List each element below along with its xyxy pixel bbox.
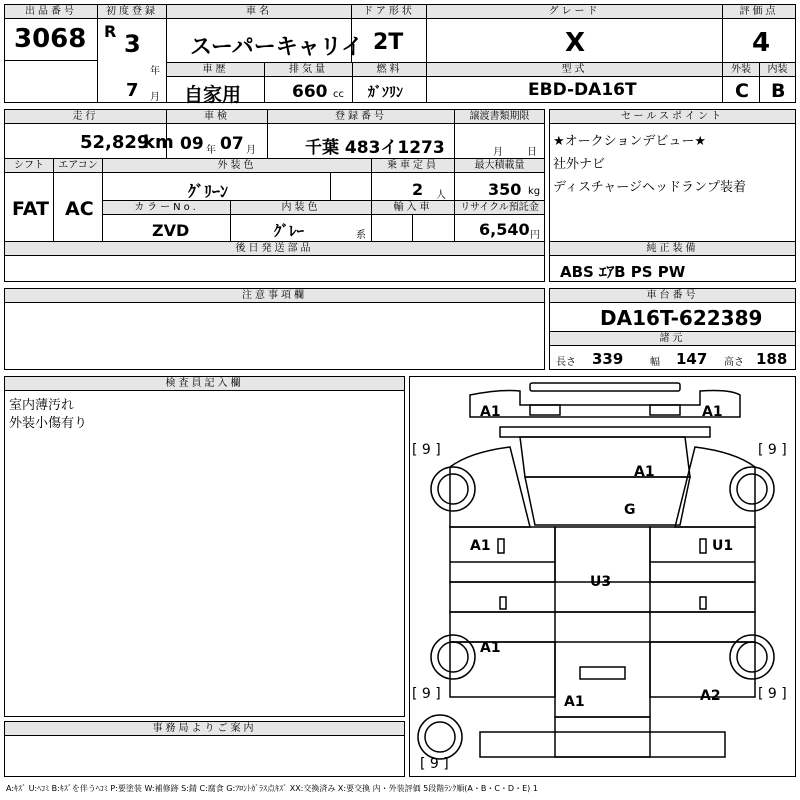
mark-bed: U3 — [590, 574, 612, 590]
mark-left-door: A1 — [470, 538, 491, 554]
month-unit: 月 — [150, 92, 160, 103]
sales-line-3: ディスチャージヘッドランプ装着 — [553, 180, 747, 195]
sales-label: セールスポイント — [550, 110, 795, 124]
tire-spare: [ 9 ] — [420, 756, 449, 772]
int-label: 内装 — [760, 63, 795, 77]
width-label: 幅 — [650, 357, 660, 368]
height: 188 — [756, 350, 788, 368]
mileage: 52,829 — [80, 132, 150, 153]
sales-line-1: ★オークションデビュー★ — [553, 134, 707, 149]
shift-label: シフト — [5, 159, 53, 173]
insp-month-unit: 月 — [246, 145, 256, 156]
shift: FAT — [12, 198, 49, 220]
history: 自家用 — [184, 84, 242, 106]
grade: X — [565, 28, 586, 58]
int-color: ｸﾞﾚｰ — [274, 222, 305, 240]
inspector-line-1: 室内薄汚れ — [9, 398, 75, 413]
tire-front-right: [ 9 ] — [758, 442, 787, 458]
mark-front-left: A1 — [480, 404, 501, 420]
tire-rear-left: [ 9 ] — [412, 686, 441, 702]
length-label: 長さ — [556, 357, 576, 368]
car-name: スーパーキャリイ — [190, 35, 364, 60]
reg-month: 7 — [126, 80, 139, 101]
width: 147 — [676, 350, 708, 368]
sales-line-2: 社外ナビ — [553, 157, 606, 172]
car-name-label: 車名 — [167, 5, 351, 19]
equip-label: 純正装備 — [550, 242, 795, 256]
transfer-label: 譲渡書類期限 — [455, 110, 544, 124]
inspection-label: 車検 — [167, 110, 267, 124]
mark-right-door: U1 — [712, 538, 734, 554]
notes-label: 注意事項欄 — [5, 289, 544, 303]
height-label: 高さ — [724, 357, 744, 368]
int-color-unit: 系 — [356, 230, 366, 241]
model-label: 型式 — [427, 63, 722, 77]
era: R — [104, 22, 117, 41]
int-color-label: 内装色 — [231, 201, 371, 215]
tire-rear-right: [ 9 ] — [758, 686, 787, 702]
capacity-label: 乗車定員 — [372, 159, 454, 173]
ext-color: ｸﾞﾘｰﾝ — [188, 182, 229, 201]
mileage-label: 走行 — [5, 110, 166, 124]
capacity-unit: 人 — [436, 190, 446, 201]
color-no-label: カラーNo. — [103, 201, 230, 215]
reg-no: 千葉 483イ1273 — [305, 138, 445, 158]
office-label: 事務局よりご案内 — [5, 722, 404, 736]
ext-color-label: 外装色 — [103, 159, 371, 173]
color-no: ZVD — [152, 221, 190, 240]
dims-label: 諸元 — [550, 331, 795, 346]
mileage-unit: km — [143, 132, 174, 153]
score: 4 — [752, 28, 771, 58]
year-unit: 年 — [150, 66, 160, 77]
lot-no: 3068 — [14, 24, 87, 54]
int-grade: B — [771, 80, 786, 102]
lot-no-label: 出品番号 — [5, 5, 97, 19]
equip-value: ABS ｴｱB PS PW — [560, 263, 686, 281]
tire-front-left: [ 9 ] — [412, 442, 441, 458]
load-label: 最大積載量 — [455, 159, 544, 173]
fuel-label: 燃料 — [353, 63, 426, 77]
mark-front-right: A1 — [702, 404, 723, 420]
chassis-label: 車台番号 — [550, 289, 795, 303]
transfer-month-unit: 月 — [493, 147, 503, 158]
ac-label: エアコン — [54, 159, 102, 173]
reg-year: 3 — [124, 30, 141, 58]
inspector-label: 検査員記入欄 — [5, 377, 404, 391]
fuel: ｶﾞｿﾘﾝ — [368, 85, 403, 101]
mark-tail: A1 — [564, 694, 585, 710]
ac: AC — [65, 198, 94, 220]
load-unit: kg — [528, 186, 541, 197]
insp-year-unit: 年 — [206, 145, 216, 156]
import-label: 輸入車 — [372, 201, 454, 215]
first-reg-label: 初度登録 — [98, 5, 166, 19]
recycle-label: リサイクル預託金 — [455, 201, 544, 215]
mark-windshield: G — [624, 502, 636, 518]
displacement-unit: cc — [333, 89, 344, 100]
recycle: 6,540 — [479, 220, 530, 239]
reg-no-label: 登録番号 — [268, 110, 454, 124]
grade-label: グレード — [427, 5, 722, 19]
chassis-no: DA16T-622389 — [600, 306, 763, 330]
mark-left-rear: A1 — [480, 640, 501, 656]
capacity: 2 — [412, 180, 424, 199]
history-label: 車歴 — [167, 63, 264, 77]
displacement: 660 — [292, 82, 328, 102]
insp-month: 07 — [220, 134, 244, 154]
ext-label: 外装 — [723, 63, 759, 77]
legend: A:ｷｽﾞ U:ﾍｺﾐ B:ｷｽﾞを伴うﾍｺﾐ P:要塗装 W:補修跡 S:錆 C:腐食 G:ﾌﾛﾝﾄｶﾞﾗｽ点ｷｽﾞ XX:交換済み X:要交換 内・外装評価 5段階ﾗﾝｸ順(A・B・C・D・E) 1 — [6, 784, 538, 793]
door-label: ドア形状 — [352, 5, 426, 19]
load: 350 — [488, 180, 522, 199]
displacement-label: 排気量 — [265, 63, 352, 77]
mark-cab: A1 — [634, 464, 655, 480]
model: EBD-DA16T — [528, 80, 637, 100]
transfer-day-unit: 日 — [527, 147, 537, 158]
later-parts-label: 後日発送部品 — [5, 242, 544, 256]
door: 2T — [373, 30, 404, 55]
score-label: 評価点 — [723, 5, 795, 19]
recycle-unit: 円 — [530, 230, 540, 241]
mark-right-rear: A2 — [700, 688, 721, 704]
inspector-line-2: 外装小傷有り — [9, 416, 88, 431]
length: 339 — [592, 350, 624, 368]
ext-grade: C — [735, 80, 749, 102]
insp-year: 09 — [180, 134, 204, 154]
